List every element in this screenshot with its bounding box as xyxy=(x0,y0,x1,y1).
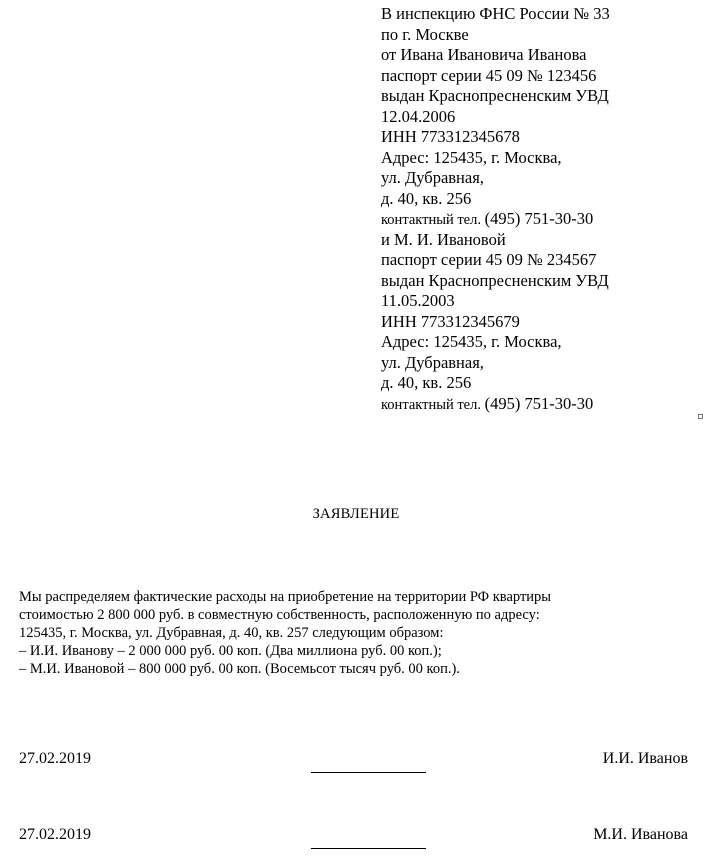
document-title: ЗАЯВЛЕНИЕ xyxy=(312,506,400,522)
applicant2-passport: паспорт серии 45 09 № 234567 xyxy=(381,250,597,269)
body-line-3: 125435, г. Москва, ул. Дубравная, д. 40, кв. 257 следующим образом: xyxy=(19,625,444,641)
inspection-city: по г. Москве xyxy=(381,24,469,44)
applicant2-phone: (495) 751-30-30 xyxy=(484,393,594,413)
applicant1-phone: (495) 751-30-30 xyxy=(484,209,594,228)
signature-date-1: 27.02.2019 xyxy=(19,750,91,767)
applicant2-phone-label: контактный тел. xyxy=(381,396,481,413)
inspection-name: В инспекцию ФНС России № 33 xyxy=(381,4,610,23)
statement-body xyxy=(19,588,709,678)
signature-name-2: М.И. Иванова xyxy=(593,826,688,843)
addressee-block xyxy=(381,4,701,414)
applicant1-address-line2: ул. Дубравная, xyxy=(381,168,484,187)
applicant1-address-line1: Адрес: 125435, г. Москва, xyxy=(381,147,562,167)
applicant2-address-line1: Адрес: 125435, г. Москва, xyxy=(381,332,562,351)
signature-date-2: 27.02.2019 xyxy=(19,826,91,843)
applicant1-issued-by: выдан Краснопресненским УВД xyxy=(381,86,609,105)
applicant2-issued-date: 11.05.2003 xyxy=(381,291,455,310)
signature-line-2 xyxy=(311,848,426,849)
applicant2-address-line2: ул. Дубравная, xyxy=(381,352,484,372)
applicant2-name: и М. И. Ивановой xyxy=(381,229,506,249)
text-frame-handle[interactable] xyxy=(698,414,703,419)
body-line-5: – М.И. Ивановой – 800 000 руб. 00 коп. (Восемьсот тысяч руб. 00 коп.). xyxy=(19,661,460,677)
applicant1-inn: ИНН 773312345678 xyxy=(381,127,520,146)
applicant2-phone-row xyxy=(381,394,701,415)
body-line-1: Мы распределяем фактические расходы на приобретение на территории РФ квартиры xyxy=(19,589,552,605)
applicant1-phone-label: контактный тел. xyxy=(381,212,481,228)
applicant2-issued-by: выдан Краснопресненским УВД xyxy=(381,270,609,290)
signature-line-1 xyxy=(311,772,426,773)
body-line-4: – И.И. Иванову – 2 000 000 руб. 00 коп. (Два миллиона руб. 00 коп.); xyxy=(19,643,442,659)
signature-name-1: И.И. Иванов xyxy=(602,750,688,767)
applicant1-address-line3: д. 40, кв. 256 xyxy=(381,188,472,208)
applicant2-address-line3: д. 40, кв. 256 xyxy=(381,373,472,392)
applicant2-inn: ИНН 773312345679 xyxy=(381,311,520,331)
applicant1-phone-row xyxy=(381,209,701,230)
applicant1-passport: паспорт серии 45 09 № 123456 xyxy=(381,65,597,85)
applicant1-issued-date: 12.04.2006 xyxy=(381,106,456,126)
body-line-2: стоимостью 2 800 000 руб. в совместную собственность, расположенную по адресу: xyxy=(19,607,540,623)
applicant1-name: от Ивана Ивановича Иванова xyxy=(381,45,587,64)
